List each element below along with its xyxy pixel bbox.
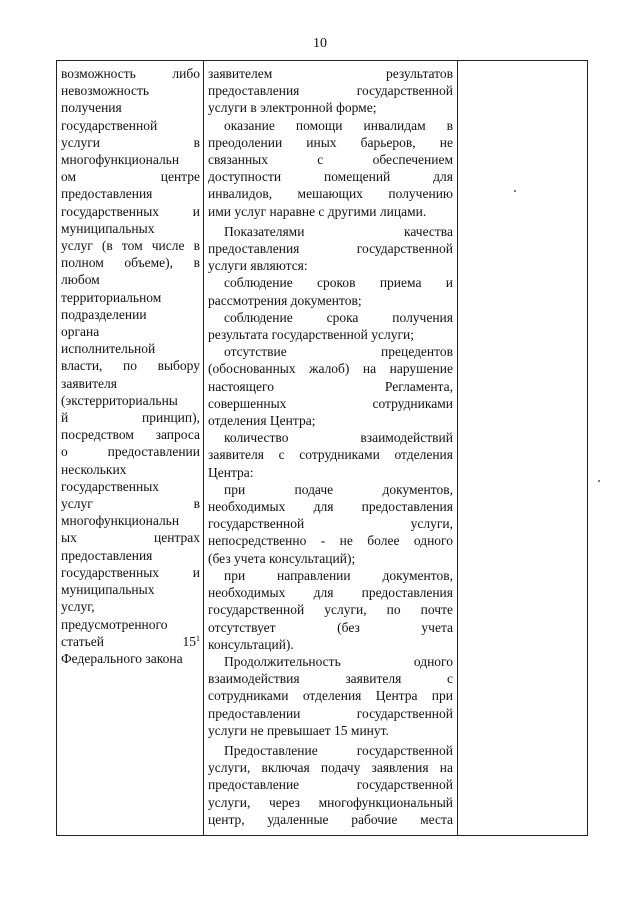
column-1-line: исполнительной xyxy=(61,341,156,357)
column-2-paragraph xyxy=(208,343,453,429)
column-2-line: результата государственной услуги; xyxy=(208,327,414,343)
column-2-line: услуги, через многофункциональный xyxy=(208,794,453,810)
column-2-line: государственной услуги, по почте xyxy=(208,602,453,618)
scan-speck xyxy=(598,480,600,482)
column-2-line: заявителем результатов xyxy=(208,66,453,81)
column-2-line: непосредственно - не более одного xyxy=(208,533,453,549)
requirements-table xyxy=(56,60,588,836)
column-2-paragraph xyxy=(208,223,453,275)
column-1-line: услуги в xyxy=(61,134,200,150)
column-1-line: многофункциональн xyxy=(61,513,180,529)
column-2-paragraph xyxy=(208,309,453,343)
column-2-line: заявителя с сотрудниками отделения xyxy=(208,447,453,463)
column-1-line: посредством запроса xyxy=(61,427,200,443)
column-2-line: связанных с обеспечением xyxy=(208,152,453,168)
column-1-line: о предоставлении xyxy=(61,444,200,460)
column-2-line: необходимых для предоставления xyxy=(208,499,453,515)
column-2-line: взаимодействия заявителя с xyxy=(208,671,453,687)
column-1-line: ом центре xyxy=(61,169,200,185)
column-1-line: статьей $15^1$ xyxy=(61,633,200,649)
column-2-line: Центра: xyxy=(208,464,254,480)
column-1-line: (экстерриториальны xyxy=(61,392,178,408)
column-1-line: предоставления xyxy=(61,547,153,563)
column-2-line: рассмотрения документов; xyxy=(208,292,362,308)
column-2-line: Предоставление государственной xyxy=(224,742,453,758)
column-1-line: услуг, xyxy=(61,599,95,615)
column-1-text xyxy=(57,61,203,835)
table-row xyxy=(57,61,588,836)
column-1-line: государственной xyxy=(61,117,158,133)
column-2-text xyxy=(204,61,457,835)
column-2-paragraph xyxy=(208,742,453,828)
column-1-line: государственных и xyxy=(61,203,200,219)
column-1-line: государственных xyxy=(61,478,160,494)
column-2-line: настоящего Регламента, xyxy=(208,378,453,394)
column-2-line: Показателями качества xyxy=(224,223,453,239)
column-2-line: услуги не превышает 15 минут. xyxy=(208,722,389,738)
column-3-cell xyxy=(458,61,588,836)
column-2-line: оказание помощи инвалидам в xyxy=(224,117,453,133)
column-1-line: услуг в xyxy=(61,496,200,512)
column-2-line: сотрудниками отделения Центра при xyxy=(208,688,453,704)
column-1-cell xyxy=(57,61,204,836)
column-1-line: любом xyxy=(61,272,100,288)
column-1-line: государственных и xyxy=(61,564,200,580)
column-2-paragraph xyxy=(208,481,453,567)
column-2-line: при подаче документов, xyxy=(224,481,453,497)
column-2-line: государственной услуги, xyxy=(208,516,453,532)
column-1-line: полном объеме), в xyxy=(61,255,200,271)
column-2-line: Продолжительность одного xyxy=(224,653,453,669)
column-2-line: консультаций). xyxy=(208,636,294,652)
column-1-line: многофункциональн xyxy=(61,152,180,168)
column-2-paragraph xyxy=(208,429,453,481)
column-2-line: предоставлении государственной xyxy=(208,705,453,721)
column-2-line: при направлении документов, xyxy=(224,567,453,583)
column-1-line: муниципальных xyxy=(61,582,155,598)
column-1-line: власти, по выбору xyxy=(61,358,200,374)
column-2-paragraph xyxy=(208,65,453,117)
column-2-line: доступности помещений для xyxy=(208,169,453,185)
column-1-line: ых центрах xyxy=(61,530,200,546)
column-2-line: отсутствие прецедентов xyxy=(224,344,453,360)
column-1-line: возможность либо xyxy=(61,66,200,81)
column-2-paragraph xyxy=(208,274,453,308)
column-2-cell xyxy=(204,61,458,836)
column-1-line: территориальном xyxy=(61,289,162,305)
column-1-line: й принцип), xyxy=(61,410,200,426)
column-3-empty xyxy=(458,61,587,831)
column-2-line: услуги, включая подачу заявления на xyxy=(208,760,453,776)
article-superscript: 1 xyxy=(196,633,200,643)
column-2-paragraph xyxy=(208,117,453,220)
column-2-line: совершенных сотрудниками xyxy=(208,395,453,411)
column-2-line: соблюдение сроков приема и xyxy=(224,275,453,291)
column-1-line: заявителя xyxy=(61,375,117,391)
column-2-line: отсутствует (без учета xyxy=(208,619,453,635)
page-number: 10 xyxy=(313,36,327,51)
column-2-line: (обоснованных жалоб) на нарушение xyxy=(208,361,453,377)
column-2-line: предоставления государственной xyxy=(208,241,453,257)
column-1-line: услуг (в том числе в xyxy=(61,238,200,254)
column-1-line: нескольких xyxy=(61,461,127,477)
column-1-line: подразделении xyxy=(61,306,147,322)
column-2-line: отделения Центра; xyxy=(208,413,316,429)
column-2-line: услуги в электронной форме; xyxy=(208,100,377,116)
column-1-line: получения xyxy=(61,100,122,116)
column-2-line: (без учета консультаций); xyxy=(208,550,356,566)
column-1-line: предоставления xyxy=(61,186,153,202)
column-2-paragraph xyxy=(208,653,453,739)
column-1-line: невозможность xyxy=(61,83,150,99)
column-2-line: инвалидов, мешающих получению xyxy=(208,186,453,202)
column-1-line: органа xyxy=(61,324,100,340)
column-2-line: количество взаимодействий xyxy=(224,430,453,446)
column-1-line: муниципальных xyxy=(61,220,155,236)
scan-speck xyxy=(514,190,516,192)
column-2-paragraph xyxy=(208,567,453,653)
column-2-line: услуги являются: xyxy=(208,258,308,274)
column-2-line: предоставления государственной xyxy=(208,83,453,99)
column-2-line: ими услуг наравне с другими лицами. xyxy=(208,203,427,219)
column-2-line: необходимых для предоставления xyxy=(208,585,453,601)
column-2-line: соблюдение срока получения xyxy=(224,309,453,325)
column-1-line: Федерального закона xyxy=(61,650,183,666)
column-2-line: центр, удаленные рабочие места xyxy=(208,811,453,827)
column-2-line: предоставление государственной xyxy=(208,777,453,793)
column-2-line: преодолении иных барьеров, не xyxy=(208,134,453,150)
column-1-line: предусмотренного xyxy=(61,616,168,632)
